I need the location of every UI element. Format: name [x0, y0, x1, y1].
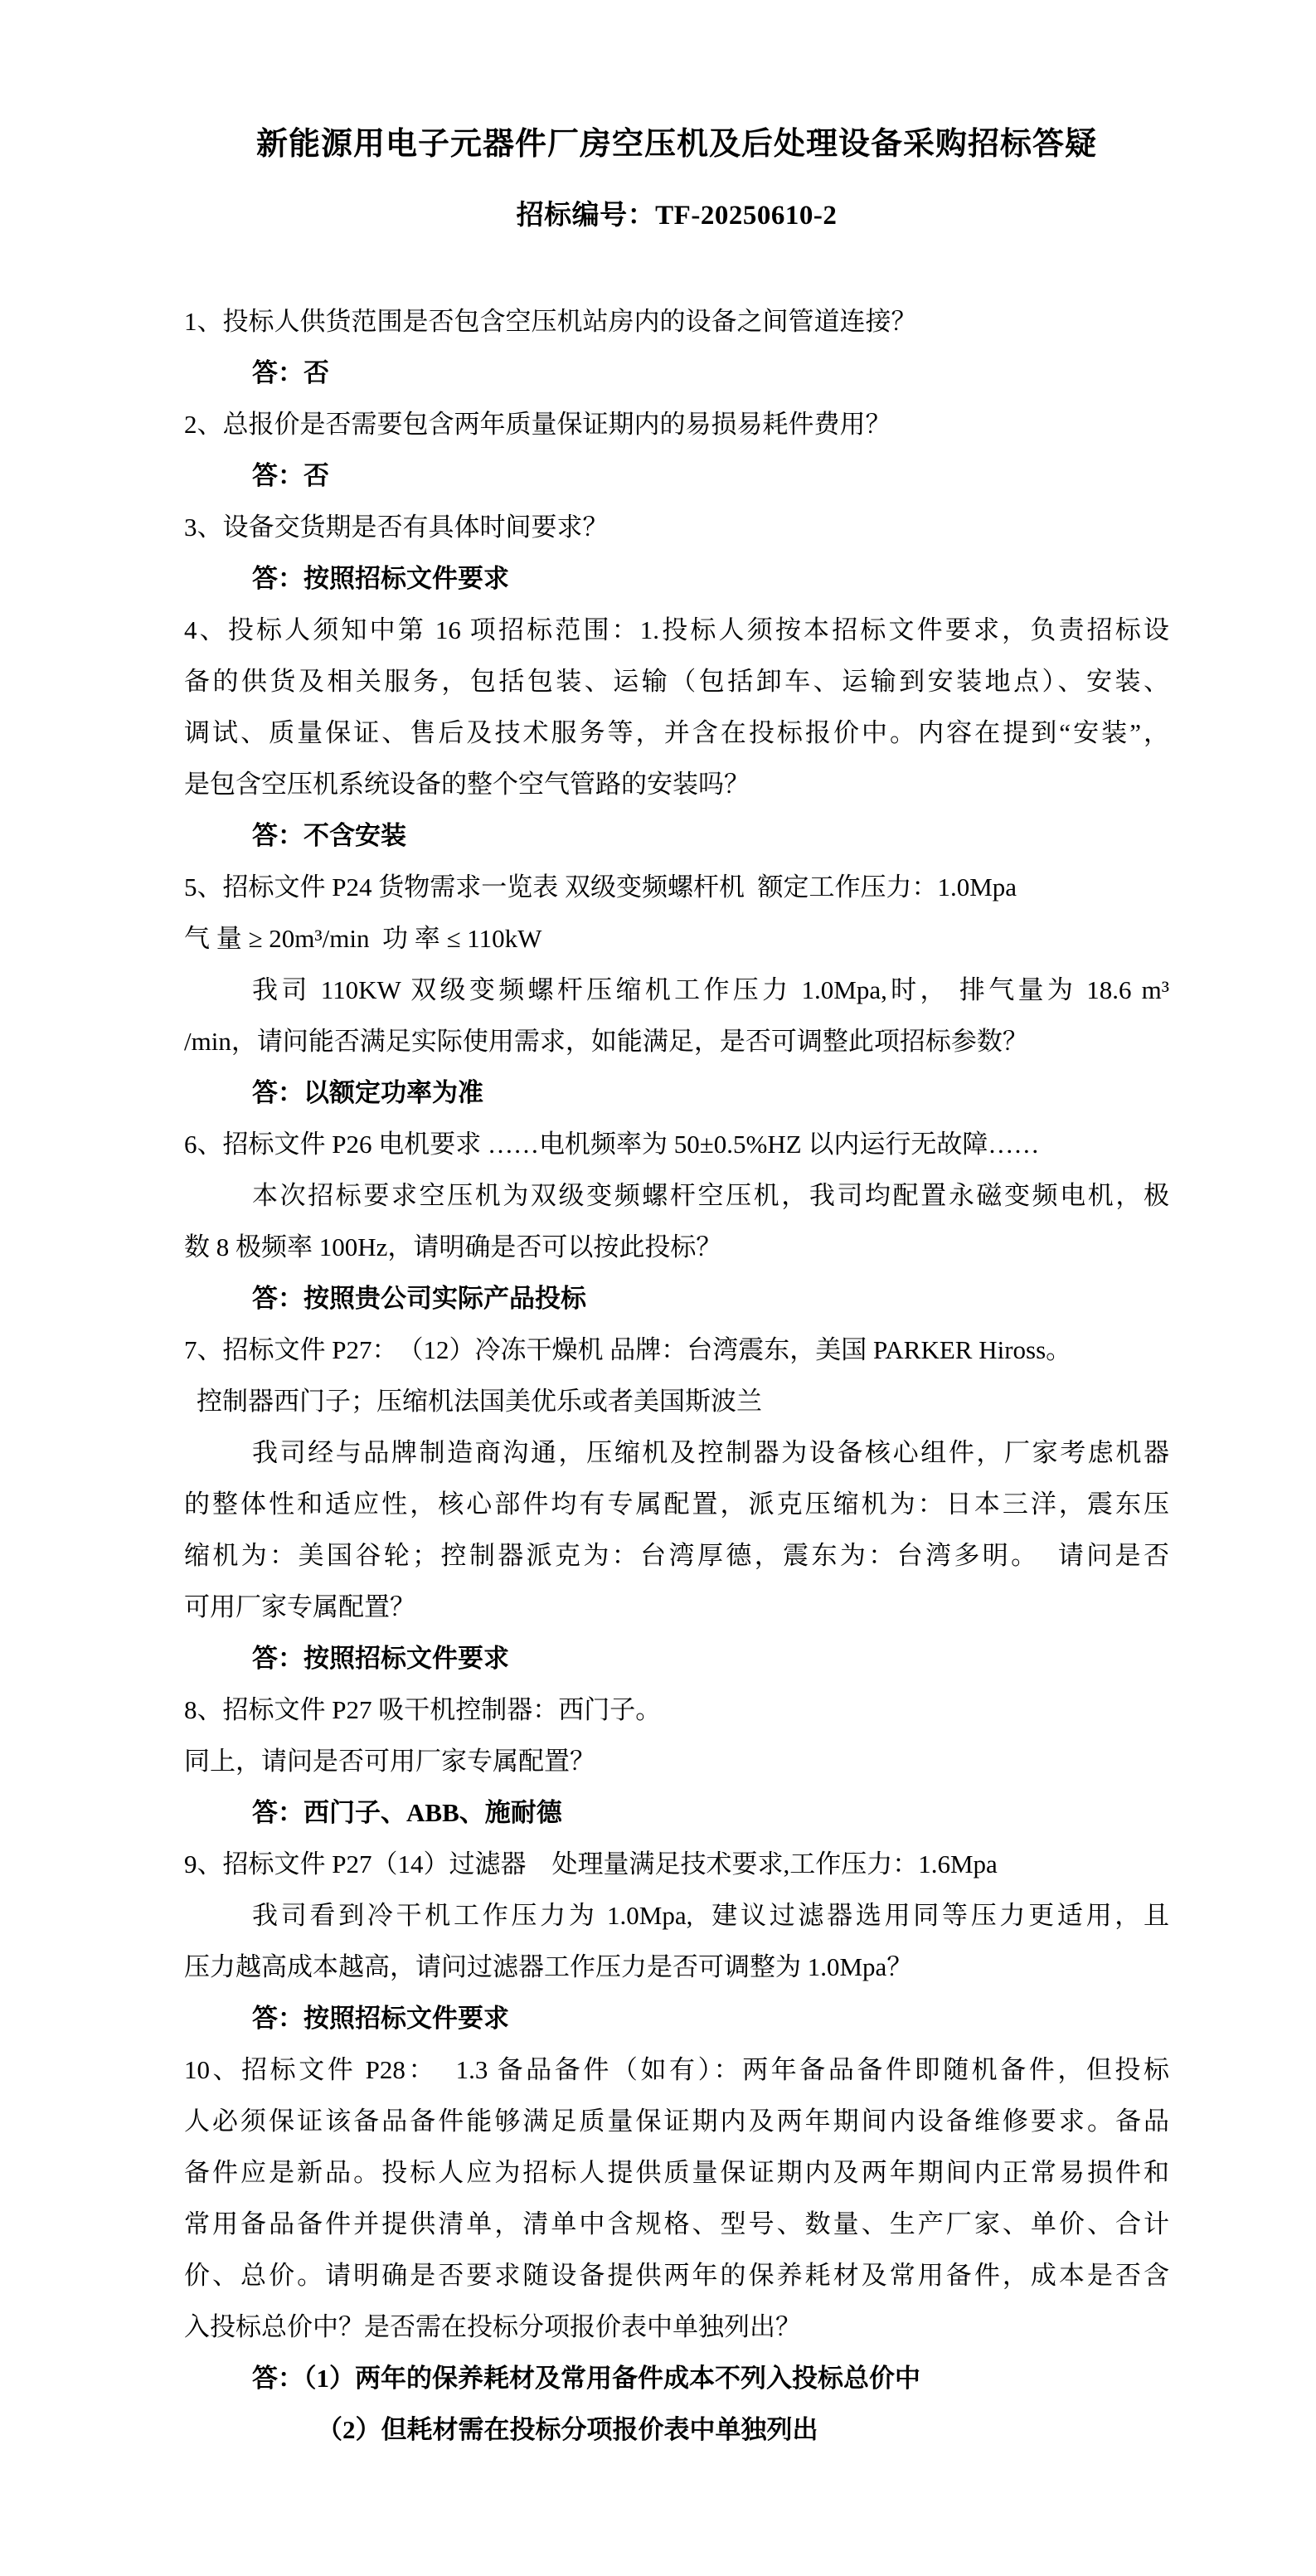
- question-line: 我司经与品牌制造商沟通，压缩机及控制器为设备核心组件，厂家考虑机器: [252, 1438, 1169, 1467]
- question-line: 6、招标文件 P26 电机要求 ……电机频率为 50±0.5%HZ 以内运行无故障……: [184, 1130, 1040, 1159]
- question-line: 4、投标人须知中第 16 项招标范围：1.投标人须按本招标文件要求，负责招标设: [184, 615, 1169, 644]
- answer-line: 答：以额定功率为准: [252, 1078, 483, 1107]
- answer-line: 答：西门子、ABB、施耐德: [252, 1798, 562, 1827]
- question-line: 我司看到冷干机工作压力为 1.0Mpa, 建议过滤器选用同等压力更适用，且: [252, 1901, 1169, 1930]
- page-title: 新能源用电子元器件厂房空压机及后处理设备采购招标答疑: [255, 127, 1097, 162]
- question-line: 8、招标文件 P27 吸干机控制器：西门子。: [184, 1695, 662, 1724]
- question-line: 常用备品备件并提供清单，清单中含规格、型号、数量、生产厂家、单价、合计: [184, 2209, 1169, 2238]
- question-line: 3、设备交货期是否有具体时间要求？: [184, 513, 609, 542]
- question-line: 备件应是新品。投标人应为招标人提供质量保证期内及两年期间内正常易损件和: [184, 2158, 1169, 2187]
- question-line: 价、总价。请明确是否要求随设备提供两年的保养耗材及常用备件，成本是否含: [184, 2261, 1169, 2290]
- question-line: 本次招标要求空压机为双级变频螺杆空压机，我司均配置永磁变频电机，极: [252, 1181, 1169, 1210]
- question-line: 控制器西门子；压缩机法国美优乐或者美国斯波兰: [197, 1387, 762, 1416]
- question-line: 人必须保证该备品备件能够满足质量保证期内及两年期间内设备维修要求。备品: [184, 2107, 1169, 2136]
- question-line: 我司 110KW 双级变频螺杆压缩机工作压力 1.0Mpa,时， 排气量为 18.6 m³: [252, 975, 1169, 1004]
- question-line: 9、招标文件 P27（14）过滤器 处理量满足技术要求,工作压力：1.6Mpa: [184, 1849, 998, 1879]
- answer-line: 答：（1）两年的保养耗材及常用备件成本不列入投标总价中: [252, 2364, 920, 2393]
- question-line: 数 8 极频率 100Hz，请明确是否可以按此投标？: [184, 1232, 722, 1261]
- answer-line: 答：按照招标文件要求: [252, 564, 509, 593]
- answer-line: 答：按照贵公司实际产品投标: [252, 1284, 586, 1313]
- question-line: 气 量 ≥ 20m³/min 功 率 ≤ 110kW: [184, 924, 542, 953]
- answer-line: 答：不含安装: [252, 821, 406, 850]
- answer-line: 答：按照招标文件要求: [252, 1644, 509, 1673]
- question-line: 10、招标文件 P28： 1.3 备品备件（如有）：两年备品备件即随机备件，但投标: [184, 2055, 1169, 2084]
- question-line: 压力越高成本越高，请问过滤器工作压力是否可调整为 1.0Mpa？: [184, 1952, 913, 1981]
- question-line: 7、招标文件 P27： （12）冷冻干燥机 品牌：台湾震东，美国 PARKER Hiross。: [184, 1335, 1072, 1364]
- answer-line: 答：按照招标文件要求: [252, 2004, 509, 2033]
- question-line: 调试、质量保证、售后及技术服务等，并含在投标报价中。内容在提到“安装”，: [184, 718, 1169, 747]
- question-line: 备的供货及相关服务，包括包装、运输（包括卸车、运输到安装地点）、安装、: [184, 667, 1169, 696]
- answer-line: 答：否: [252, 358, 329, 387]
- question-line: 2、总报价是否需要包含两年质量保证期内的易损易耗件费用？: [184, 410, 891, 439]
- question-line: 是包含空压机系统设备的整个空气管路的安装吗？: [184, 770, 750, 799]
- question-line: 的整体性和适应性，核心部件均有专属配置，派克压缩机为：日本三洋，震东压: [184, 1490, 1169, 1519]
- question-line: /min，请问能否满足实际使用需求，如能满足，是否可调整此项招标参数？: [184, 1027, 1028, 1056]
- question-line: 入投标总价中？是否需在投标分项报价表中单独列出？: [184, 2312, 801, 2341]
- tender-number: 招标编号：TF-20250610-2: [516, 201, 838, 231]
- question-line: 缩机为：美国谷轮；控制器派克为：台湾厚德，震东为：台湾多明。 请问是否: [184, 1541, 1169, 1570]
- qa-list: [184, 296, 1169, 2456]
- question-line: 可用厂家专属配置？: [184, 1592, 415, 1621]
- question-line: 5、招标文件 P24 货物需求一览表 双级变频螺杆机 额定工作压力：1.0Mpa: [184, 872, 1017, 902]
- question-line: 1、投标人供货范围是否包含空压机站房内的设备之间管道连接？: [184, 307, 917, 336]
- answer-line: （2）但耗材需在投标分项报价表中单独列出: [317, 2415, 818, 2444]
- question-line: 同上，请问是否可用厂家专属配置？: [184, 1747, 595, 1776]
- answer-line: 答：否: [252, 461, 329, 490]
